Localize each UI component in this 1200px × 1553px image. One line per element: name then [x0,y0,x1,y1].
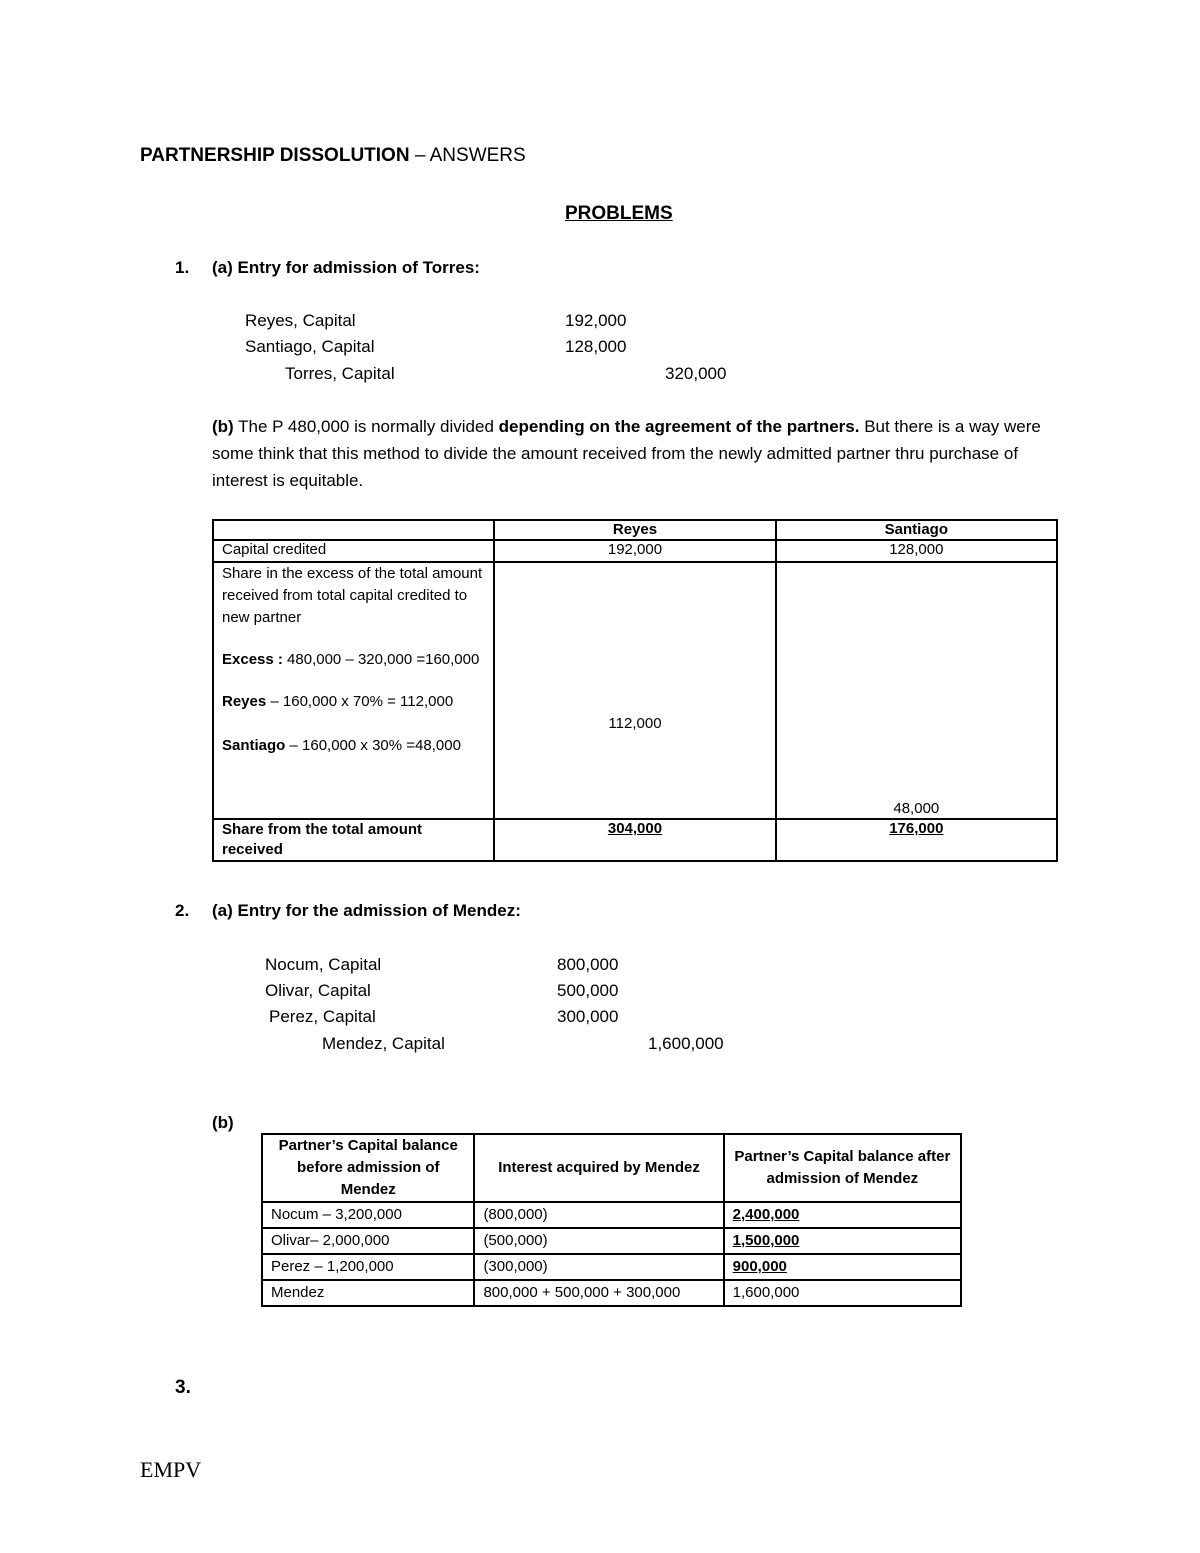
footer-initials: EMPV [140,1457,202,1482]
after-cell-wrap [724,1254,961,1280]
problem-1-number: 1. [175,258,190,277]
detail-line: Share in the excess of the total amount received from total capital credited to new partner [222,565,483,626]
row-label: Capital credited [213,540,494,562]
before-cell: Olivar– 2,000,000 [262,1228,474,1254]
table-row [262,1202,961,1228]
reyes-capital: 192,000 [494,540,775,562]
header-cell: Partner’s Capital balance before admission of Mendez [262,1134,474,1202]
document-title: PARTNERSHIP DISSOLUTION – ANSWERS [140,145,526,166]
problem-2-table [261,1133,962,1307]
after-cell: 1,500,000 [732,1232,800,1249]
reyes-total: 304,000 [607,820,663,837]
excess-line: Excess : 480,000 – 320,000 =160,000 [222,651,480,668]
table-row [262,1280,961,1306]
table-row [262,1254,961,1280]
reyes-line: Reyes – 160,000 x 70% = 112,000 [222,693,454,710]
total-label: Share from the total amount received [213,819,494,861]
problem-2-number: 2. [175,901,190,920]
entry-debit: 800,000 [557,955,619,974]
entry-credit: 320,000 [665,364,727,383]
entry-debit: 300,000 [557,1007,619,1026]
detail-cell [213,562,494,819]
entry-account: Perez, Capital [269,1007,376,1026]
santiago-capital: 128,000 [776,540,1057,562]
reyes-total-cell [494,819,775,861]
santiago-share-cell [776,562,1057,819]
header-cell: Santiago [776,520,1057,540]
entry-account: Reyes, Capital [245,311,356,330]
after-cell-wrap [724,1202,961,1228]
header-cell [213,520,494,540]
problem-2a-label: (a) Entry for the admission of Mendez: [212,901,521,920]
after-cell: 2,400,000 [732,1206,800,1223]
interest-cell: (300,000) [474,1254,723,1280]
entry-debit: 500,000 [557,981,619,1000]
problem-1b-paragraph: (b) The P 480,000 is normally divided depending on the agreement of the partners. But there is a way were some think that this method to divide the amount received from the newly admitted partner thru purchase of interest is equitable. [212,417,1041,490]
table-row [262,1228,961,1254]
entry-debit: 192,000 [565,311,627,330]
santiago-line: Santiago – 160,000 x 30% =48,000 [222,737,461,754]
entry-account: Santiago, Capital [245,337,375,356]
after-cell: 1,600,000 [724,1280,961,1306]
problem-1a-label: (a) Entry for admission of Torres: [212,258,480,277]
header-cell: Reyes [494,520,775,540]
interest-cell: (800,000) [474,1202,723,1228]
entry-debit: 128,000 [565,337,627,356]
header-cell: Interest acquired by Mendez [474,1134,723,1202]
problem-1-table [212,519,1058,862]
interest-cell: 800,000 + 500,000 + 300,000 [474,1280,723,1306]
entry-account: Mendez, Capital [322,1034,445,1053]
problem-3-number: 3. [175,1377,191,1398]
santiago-total-cell [776,819,1057,861]
section-title: PROBLEMS [565,203,673,224]
after-cell-wrap [724,1228,961,1254]
santiago-share-value: 48,000 [893,800,940,817]
before-cell: Nocum – 3,200,000 [262,1202,474,1228]
entry-account: Nocum, Capital [265,955,382,974]
entry-credit: 1,600,000 [648,1034,724,1053]
after-cell: 900,000 [732,1258,787,1275]
entry-account: Torres, Capital [285,364,395,383]
before-cell: Perez – 1,200,000 [262,1254,474,1280]
entry-account: Olivar, Capital [265,981,371,1000]
header-cell: Partner’s Capital balance after admission of Mendez [724,1134,961,1202]
santiago-total: 176,000 [889,820,944,837]
before-cell: Mendez [262,1280,474,1306]
reyes-share-cell [494,562,775,819]
reyes-share-value: 112,000 [608,715,662,732]
interest-cell: (500,000) [474,1228,723,1254]
problem-2b-label: (b) [212,1113,234,1132]
